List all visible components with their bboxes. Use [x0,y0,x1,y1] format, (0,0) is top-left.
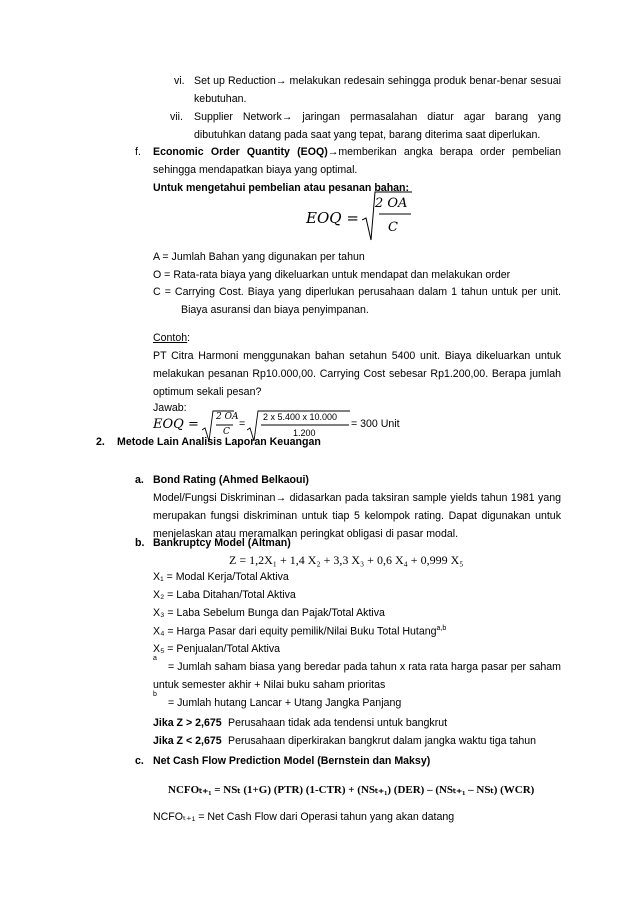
list-item-vi-text: Set up Reduction→ melakukan redesain sehingga produk benar-benar sesuai [194,75,561,87]
ncfo-definition: NCFOₜ₊₁ = Net Cash Flow dari Operasi tahun yang akan datang [153,811,455,823]
item-c-marker: c. [135,755,144,767]
bankruptcy-title: Bankruptcy Model (Altman) [153,537,291,549]
contoh-text-3: optimum sekali pesan? [153,386,262,398]
eoq-intro-cont: sehingga mendapatkan biaya yang optimal. [153,164,358,176]
bond-rating-text-3: menjelaskan atau meramalkan peringkat obligasi di pasar modal. [153,528,459,540]
bond-rating-text-1: Model/Fungsi Diskriminan→ didasarkan pada taksiran sample yields tahun 1981 yang [153,492,561,504]
var-x4-line [153,625,446,638]
contoh-colon: : [187,332,191,344]
eoq-formula-num: 2 OA [375,196,408,211]
calc-num-1: 2 OA [216,412,239,422]
z-gt-text: Perusahaan tidak ada tendensi untuk bangkrut [228,717,448,729]
note-a-text-1: = Jumlah saham biasa yang beredar pada tahun x rata rata harga pasar per saham [168,661,561,673]
ncfo-formula: NCFOₜ₊₁ = NSₜ (1+G) (PTR) (1-CTR) + (NSₜ₊₁) (DER) – (NSₜ₊₁ – NSₜ) (WCR) [168,784,535,796]
list-item-vii-cont: dibutuhkan datang pada saat yang tepat, barang diterima saat diperlukan. [194,129,541,141]
contoh-text-2: melakukan pesanan Rp10.000,00. Carrying Cost sebesar Rp1.200,00. Berapa jumlah [153,368,561,380]
calc-den-1: C [223,427,230,437]
eoq-formula-den: C [388,220,398,235]
eoq-title-rest: →memberikan angka berapa order pembelian [327,146,561,158]
eoq-formula-lhs: EOQ = [306,209,359,227]
list-item-vii-text: Supplier Network→ jaringan permasalahan diatur agar barang yang [194,111,561,123]
jawab-label: Jawab: [153,402,187,414]
list-marker-vi: vi. [174,75,185,87]
z-lt-text: Perusahaan diperkirakan bangkrut dalam jangka waktu tiga tahun [228,735,537,747]
calc-eq: = [239,418,246,430]
eoq-title: Economic Order Quantity (EOQ) [153,146,328,158]
net-cash-flow-title: Net Cash Flow Prediction Model (Bernstein dan Maksy) [153,755,431,767]
list-item-vi-cont: kebutuhan. [194,93,247,105]
item-f-marker: f. [135,146,141,158]
eoq-formula [304,190,412,242]
var-x1: X₁ = Modal Kerja/Total Aktiva [153,571,289,583]
list-marker-vii: vii. [170,111,183,123]
item-a-marker: a. [135,474,144,486]
note-b-text: = Jumlah hutang Lancar + Utang Jangka Panjang [168,697,402,709]
calc-result: = 300 Unit [351,418,400,430]
calc-den-2: 1.200 [293,428,316,438]
z-lt-label: Jika Z < 2,675 [153,735,222,747]
section-2-title: Metode Lain Analisis Laporan Keuangan [117,436,321,448]
calc-num-2: 2 x 5.400 x 10.000 [263,412,338,422]
item-b-marker: b. [135,537,145,549]
contoh-label: Contoh [153,332,188,344]
bond-rating-title: Bond Rating (Ahmed Belkaoui) [153,474,309,486]
contoh-text-1: PT Citra Harmoni menggunakan bahan setahun 5400 unit. Biaya dikeluarkan untuk [153,350,561,362]
section-2-marker: 2. [96,436,105,448]
var-x5: X₅ = Penjualan/Total Aktiva [153,643,281,655]
note-a-text-2: untuk semester akhir + Nilai buku saham prioritas [153,679,386,691]
def-a: A = Jumlah Bahan yang digunakan per tahun [153,251,365,263]
var-x4: X₄ = Harga Pasar dari equity pemilik/Nilai Buku Total Hutang [153,625,437,638]
item-f-heading [153,146,561,158]
var-x3: X₃ = Laba Sebelum Bunga dan Pajak/Total Aktiva [153,607,385,619]
z-score-formula: Z = 1,2X₁ + 1,4 X₂ + 3,3 X₃ + 0,6 X₄ + 0,999 X₅ [229,553,464,567]
var-x4-sup: a,b [436,625,447,632]
def-c-cont: Biaya asuransi dan biaya penyimpanan. [181,304,369,316]
def-c: C = Carrying Cost. Biaya yang diperlukan perusahaan dalam 1 tahun untuk per unit. [153,286,561,298]
note-a-marker: a [153,655,157,662]
eoq-subtitle: Untuk mengetahui pembelian atau pesanan bahan: [153,182,410,194]
bond-rating-text-2: merupakan fungsi diskriminan untuk tiap 5 kelompok rating. Dapat digunakan untuk [153,510,561,522]
def-o: O = Rata-rata biaya yang dikeluarkan untuk mendapat dan melakukan order [153,269,511,281]
var-x2: X₂ = Laba Ditahan/Total Aktiva [153,589,296,601]
note-b-marker: b [153,691,157,698]
z-gt-label: Jika Z > 2,675 [153,717,222,729]
contoh-heading [153,332,190,344]
calc-lhs: EOQ = [153,417,199,432]
